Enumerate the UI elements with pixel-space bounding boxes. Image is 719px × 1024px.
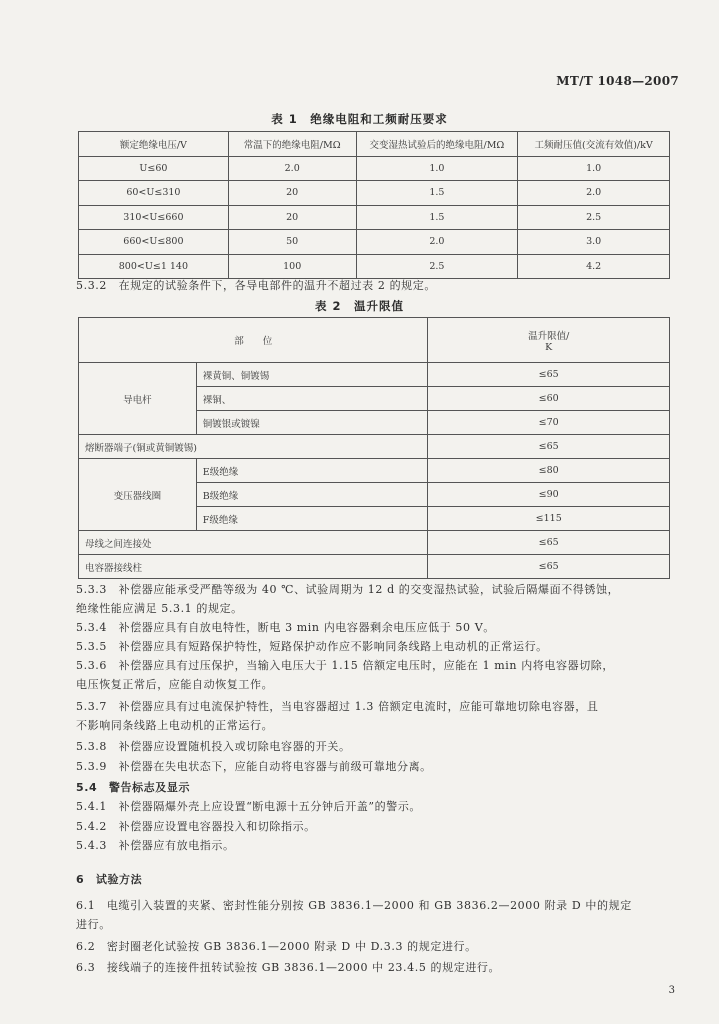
table-cell: 20 bbox=[228, 205, 356, 230]
text-line: 5.3.7 补偿器应具有过电流保护特性，当电容器超过 1.3 倍额定电流时，应能可靠地切除电容器，且 bbox=[76, 700, 599, 713]
table-cell: ≤90 bbox=[428, 483, 670, 507]
table-cell: 2.0 bbox=[518, 181, 670, 206]
table-cell: B级绝缘 bbox=[196, 483, 428, 507]
table-row bbox=[79, 435, 670, 459]
table-cell: 50 bbox=[228, 230, 356, 255]
paragraph-5-4-2: 5.4.2 补偿器应设置电容器投入和切除指示。 bbox=[76, 820, 316, 833]
table-header-part: 部 位 bbox=[79, 318, 428, 363]
paragraph-5-3-6 bbox=[76, 656, 676, 694]
paragraph-6-1 bbox=[76, 896, 676, 934]
paragraph-5-3-4: 5.3.4 补偿器应具有自放电特性，断电 3 min 内电容器剩余电压应低于 50 V。 bbox=[76, 621, 495, 634]
table-cell: 1.5 bbox=[356, 181, 518, 206]
table-cell: ≤65 bbox=[428, 555, 670, 579]
table-cell: 1.0 bbox=[356, 156, 518, 181]
table-cell: 60<U≤310 bbox=[79, 181, 229, 206]
table-cell: 20 bbox=[228, 181, 356, 206]
group-capacitor-label: 电容器接线柱 bbox=[79, 555, 428, 579]
table-row bbox=[79, 254, 670, 279]
paragraph-6-2: 6.2 密封圈老化试验按 GB 3836.1—2000 附录 D 中 D.3.3 的规定进行。 bbox=[76, 940, 477, 953]
paragraph-5-3-7 bbox=[76, 697, 676, 735]
paragraph-5-3-2: 5.3.2 在规定的试验条件下，各导电部件的温升不超过表 2 的规定。 bbox=[76, 279, 436, 292]
table-cell: 2.5 bbox=[518, 205, 670, 230]
text-line: 6.1 电缆引入装置的夹紧、密封性能分别按 GB 3836.1—2000 和 GB 3836.2—2000 附录 D 中的规定 bbox=[76, 899, 632, 912]
table-row bbox=[79, 531, 670, 555]
paragraph-5-3-8: 5.3.8 补偿器应设置随机投入或切除电容器的开关。 bbox=[76, 740, 351, 753]
table-cell: ≤65 bbox=[428, 363, 670, 387]
table-row bbox=[79, 230, 670, 255]
table-cell: 裸铜、 bbox=[196, 387, 428, 411]
table-header-row bbox=[79, 132, 670, 157]
table-cell: F级绝缘 bbox=[196, 507, 428, 531]
table-cell: ≤65 bbox=[428, 531, 670, 555]
table-row bbox=[79, 156, 670, 181]
paragraph-5-3-9: 5.3.9 补偿器在失电状态下，应能自动将电容器与前级可靠地分离。 bbox=[76, 760, 432, 773]
header-limit-line1: 温升限值/ bbox=[528, 330, 570, 342]
paragraph-5-4-1: 5.4.1 补偿器隔爆外壳上应设置“断电源十五分钟后开盖”的警示。 bbox=[76, 800, 422, 813]
table-cell: 裸黄铜、铜镀锡 bbox=[196, 363, 428, 387]
section-5-4-heading: 5.4 警告标志及显示 bbox=[76, 781, 191, 794]
table-cell: 800<U≤1 140 bbox=[79, 254, 229, 279]
group-transformer-label: 变压器线圈 bbox=[79, 459, 197, 531]
table-cell: E级绝缘 bbox=[196, 459, 428, 483]
group-busbar-label: 母线之间连接处 bbox=[79, 531, 428, 555]
table-row bbox=[79, 363, 670, 387]
table-cell: 4.2 bbox=[518, 254, 670, 279]
table-cell: ≤60 bbox=[428, 387, 670, 411]
table-row bbox=[79, 181, 670, 206]
table-cell: 310<U≤660 bbox=[79, 205, 229, 230]
text-line: 5.3.3 补偿器应能承受严酷等级为 40 ℃、试验周期为 12 d 的交变湿热试验，试验后隔爆面不得锈蚀， bbox=[76, 583, 620, 596]
table-row bbox=[79, 205, 670, 230]
section-6-heading: 6 试验方法 bbox=[76, 873, 143, 886]
table-cell: 2.0 bbox=[356, 230, 518, 255]
table-row bbox=[79, 459, 670, 483]
table-cell: 3.0 bbox=[518, 230, 670, 255]
table-row bbox=[79, 555, 670, 579]
table-cell: ≤80 bbox=[428, 459, 670, 483]
page-number: 3 bbox=[668, 985, 675, 996]
table-cell: 100 bbox=[228, 254, 356, 279]
header-limit-line2: K bbox=[545, 341, 553, 353]
paragraph-5-3-3 bbox=[76, 580, 676, 618]
table2-temperature-rise bbox=[78, 317, 670, 579]
text-line: 绝缘性能应满足 5.3.1 的规定。 bbox=[76, 602, 243, 615]
table-cell: 660<U≤800 bbox=[79, 230, 229, 255]
table-cell: U≤60 bbox=[79, 156, 229, 181]
standard-code: MT/T 1048—2007 bbox=[556, 74, 679, 88]
table-cell: 铜镀银或镀镍 bbox=[196, 411, 428, 435]
table-cell: ≤65 bbox=[428, 435, 670, 459]
table-header-row bbox=[79, 318, 670, 363]
text-line: 5.3.6 补偿器应具有过压保护，当输入电压大于 1.15 倍额定电压时，应能在 1 min 内将电容器切除， bbox=[76, 659, 614, 672]
table-header-cell: 额定绝缘电压/V bbox=[79, 132, 229, 157]
group-conductor-label: 导电杆 bbox=[79, 363, 197, 435]
text-line: 不影响同条线路上电动机的正常运行。 bbox=[76, 719, 274, 732]
paragraph-6-3: 6.3 接线端子的连接件扭转试验按 GB 3836.1—2000 中 23.4.5 的规定进行。 bbox=[76, 961, 501, 974]
table-header-cell: 工频耐压值(交流有效值)/kV bbox=[518, 132, 670, 157]
table-cell: 1.5 bbox=[356, 205, 518, 230]
paragraph-5-4-3: 5.4.3 补偿器应有放电指示。 bbox=[76, 839, 235, 852]
table-cell: ≤115 bbox=[428, 507, 670, 531]
text-line: 电压恢复正常后，应能自动恢复工作。 bbox=[76, 678, 274, 691]
table2-title: 表 2 温升限值 bbox=[314, 299, 404, 313]
table-cell: ≤70 bbox=[428, 411, 670, 435]
text-line: 进行。 bbox=[76, 918, 111, 931]
table-cell: 2.0 bbox=[228, 156, 356, 181]
table-header-cell: 交变湿热试验后的绝缘电阻/MΩ bbox=[356, 132, 518, 157]
table1-title: 表 1 绝缘电阻和工频耐压要求 bbox=[271, 112, 448, 126]
table-cell: 1.0 bbox=[518, 156, 670, 181]
paragraph-5-3-5: 5.3.5 补偿器应具有短路保护特性，短路保护动作应不影响同条线路上电动机的正常运行。 bbox=[76, 640, 548, 653]
table1-insulation bbox=[78, 131, 670, 279]
table-header-cell: 常温下的绝缘电阻/MΩ bbox=[228, 132, 356, 157]
table-cell: 2.5 bbox=[356, 254, 518, 279]
table-header-limit bbox=[428, 318, 670, 363]
group-fuse-label: 熔断器端子(铜或黄铜镀锡) bbox=[79, 435, 428, 459]
